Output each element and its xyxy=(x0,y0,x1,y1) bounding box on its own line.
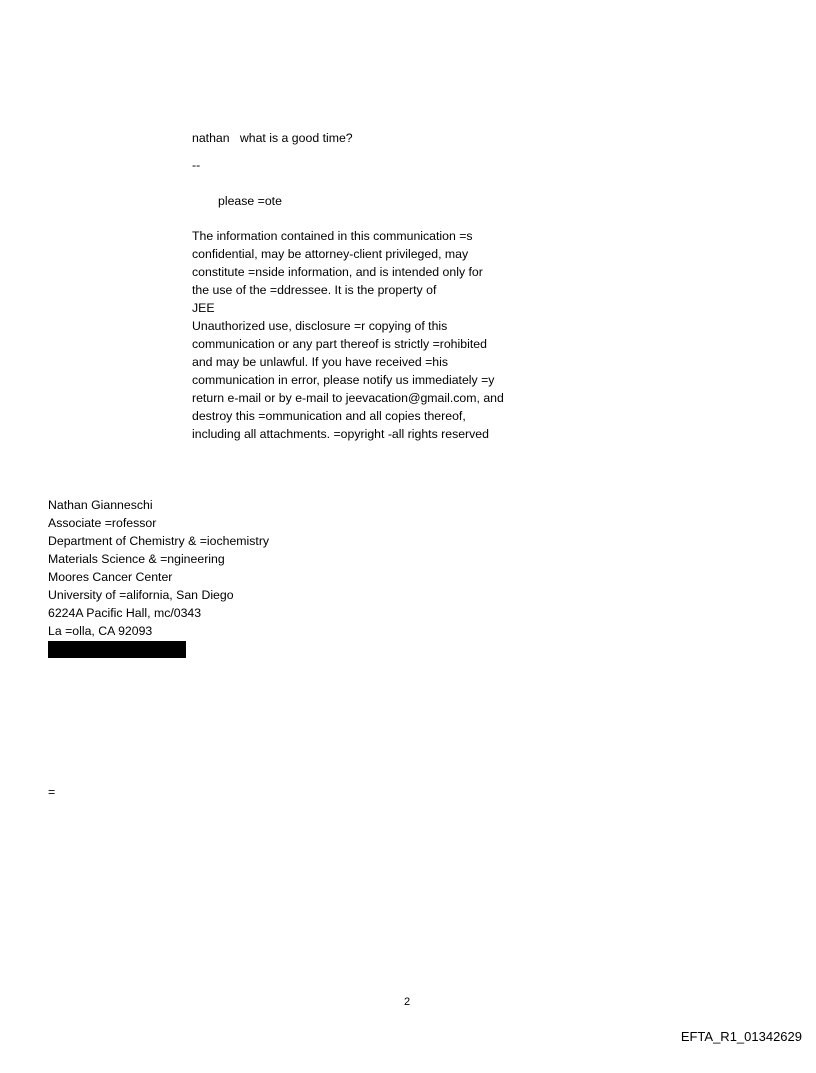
disclaimer-line: including all attachments. =opyright -all rights reserved xyxy=(192,427,489,441)
page-number: 2 xyxy=(404,996,411,1008)
disclaimer-line: destroy this =ommunication and all copies thereof, xyxy=(192,409,466,423)
document-id: EFTA_R1_01342629 xyxy=(680,1029,802,1044)
redaction-box xyxy=(48,641,186,658)
signature-department: Department of Chemistry & =iochemistry xyxy=(48,534,270,548)
signature-department: Materials Science & =ngineering xyxy=(48,552,225,566)
greeting-line: nathan what is a good time? xyxy=(192,131,353,145)
disclaimer-line: Unauthorized use, disclosure =r copying of this xyxy=(192,319,448,333)
disclaimer-line: communication or any part thereof is strictly =rohibited xyxy=(192,337,487,351)
disclaimer-line: JEE xyxy=(192,301,215,315)
signature xyxy=(48,496,269,640)
disclaimer-line: return e-mail or by e-mail to jeevacation@gmail.com, and xyxy=(192,391,504,405)
separator: -- xyxy=(192,158,201,172)
disclaimer-line: The information contained in this communication =s xyxy=(192,229,473,243)
trailing-mark: = xyxy=(48,785,56,799)
signature-address: 6224A Pacific Hall, mc/0343 xyxy=(48,606,202,620)
disclaimer-line: confidential, may be attorney-client privileged, may xyxy=(192,247,469,261)
disclaimer-line: the use of the =ddressee. It is the property of xyxy=(192,283,437,297)
disclaimer xyxy=(192,227,504,443)
disclaimer-line: and may be unlawful. If you have received =his xyxy=(192,355,448,369)
disclaimer-line: communication in error, please notify us immediately =y xyxy=(192,373,495,387)
signature-affiliation: Moores Cancer Center xyxy=(48,570,173,584)
signature-city: La =olla, CA 92093 xyxy=(48,624,153,638)
signature-name: Nathan Gianneschi xyxy=(48,498,153,512)
disclaimer-line: constitute =nside information, and is intended only for xyxy=(192,265,483,279)
signature-university: University of =alifornia, San Diego xyxy=(48,588,234,602)
signature-title: Associate =rofessor xyxy=(48,516,157,530)
note-heading: please =ote xyxy=(218,194,282,208)
